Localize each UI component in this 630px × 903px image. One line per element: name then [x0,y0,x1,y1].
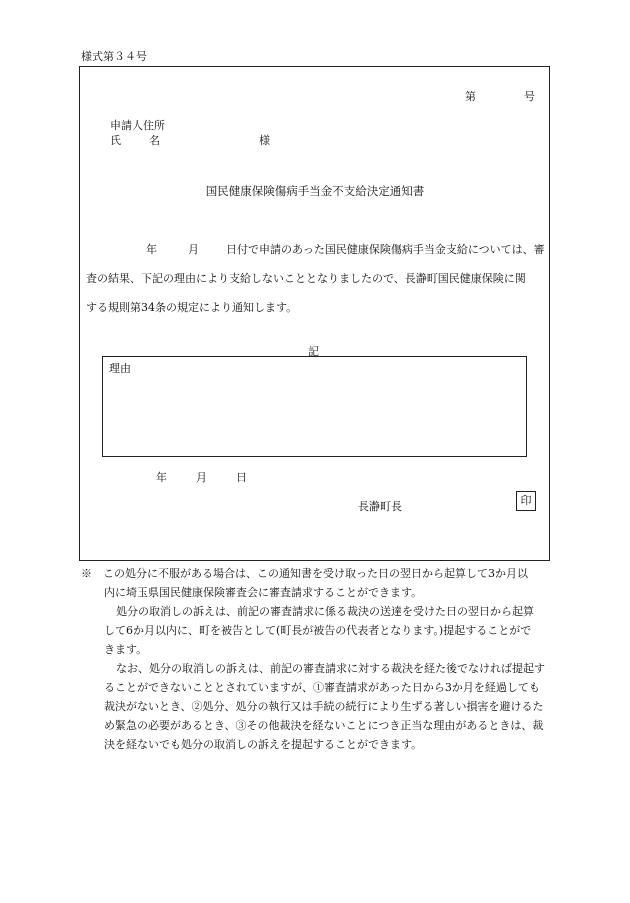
body-line-2: 査の結果、下記の理由により支給しないこととなりましたので、長瀞町国民健康保険に関 [86,272,526,285]
seal-box: 印 [516,491,536,511]
name-label-1: 氏 [110,134,121,147]
notice-number-dai: 第 [465,90,476,103]
issue-year: 年 [156,471,167,484]
notice-number-go: 号 [524,90,535,103]
name-label-2: 名 [149,134,160,147]
body-line-1 [146,241,545,257]
recipient-name-row [110,132,270,148]
note-line-10: 決を経ないでも処分の取消しの訴えを提起することができます。 [104,738,423,751]
document-title: 国民健康保険傷病手当金不支給決定通知書 [205,184,425,198]
honorific: 様 [259,134,270,147]
body-date-month: 月 [188,243,199,256]
issue-day: 日 [236,471,247,484]
ki-heading: 記 [308,345,319,358]
reason-label: 理由 [109,362,131,375]
recipient-address-label: 申請人住所 [110,119,165,132]
issuer-title: 長瀞町長 [358,500,402,513]
note-line-9: め緊急の必要があるとき、③その他裁決を経ないことにつき正当な理由があるときは、裁 [104,719,544,732]
note-line-1: ※ この処分に不服がある場合は、この通知書を受け取った日の翌日から起算して3か月以 [81,567,528,580]
form-number: 様式第３４号 [81,50,147,63]
note-line-3: 処分の取消しの訴えは、前記の審査請求に係る裁決の送達を受けた日の翌日から起算 [116,605,534,618]
notice-number [465,88,535,104]
issue-month: 月 [196,471,207,484]
note-line-4: して6か月以内に、町を被告として(町長が被告の代表者となります。)提起することがで [104,624,532,637]
reason-box [102,356,527,457]
issue-date [156,469,247,485]
body-date-year: 年 [146,243,157,256]
note-line-5: きます。 [104,643,148,656]
note-line-6: なお、処分の取消しの訴えは、前記の審査請求に対する裁決を経た後でなければ提起す [116,662,545,675]
body-line-3: する規則第34条の規定により通知します。 [86,301,298,314]
note-line-7: ることができないこととされていますが、①審査請求があった日から3か月を経過しても [104,681,540,694]
note-line-8: 裁決がないとき、②処分、処分の執行又は手続の続行により生ずる著しい損害を避けるた [104,700,544,713]
body-line-1-text: 日付で申請のあった国民健康保険傷病手当金支給については、審 [226,243,545,256]
note-line-2: 内に埼玉県国民健康保険審査会に審査請求することができます。 [104,586,423,599]
